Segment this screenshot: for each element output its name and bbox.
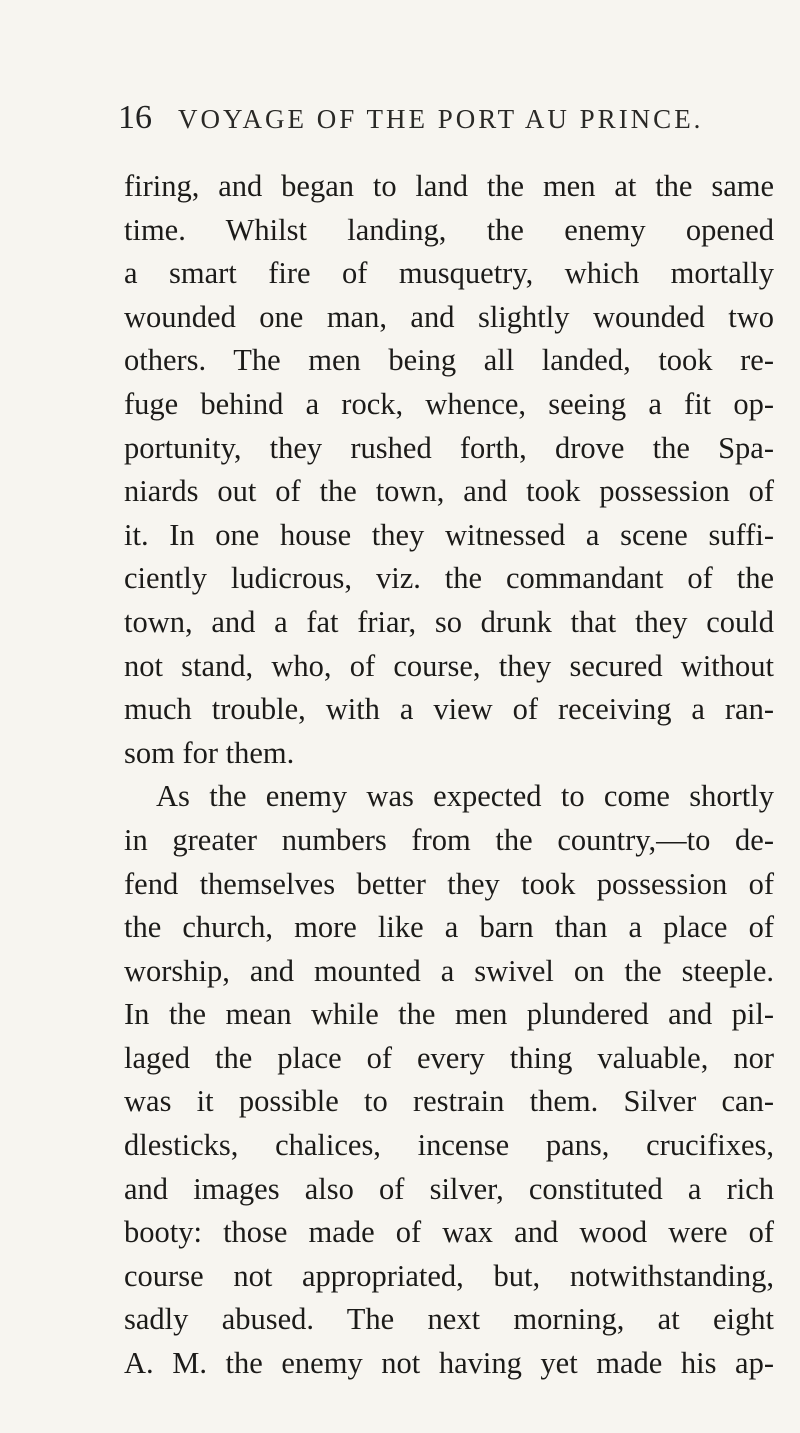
text-line: town, and a fat friar, so drunk that they could — [124, 604, 774, 639]
text-line: the church, more like a barn than a place of — [124, 910, 774, 945]
text-line: niards out of the town, and took possession of — [124, 474, 774, 509]
text-line: much trouble, with a view of receiving a ran- — [124, 692, 774, 727]
text-line: sadly abused. The next morning, at eight — [124, 1302, 774, 1337]
text-line: booty: those made of wax and wood were of — [124, 1215, 774, 1250]
text-line: fend themselves better they took possession of — [124, 866, 774, 901]
text-line: portunity, they rushed forth, drove the Spa- — [124, 430, 774, 465]
text-line: in greater numbers from the country,—to de- — [124, 822, 774, 857]
text-line: worship, and mounted a swivel on the steeple. — [124, 953, 774, 988]
text-line: a smart fire of musquetry, which mortally — [124, 256, 774, 291]
text-line: course not appropriated, but, notwithstanding, — [124, 1258, 774, 1293]
text-line: wounded one man, and slightly wounded two — [124, 299, 774, 334]
running-title: VOYAGE OF THE PORT AU PRINCE. — [178, 104, 704, 134]
text-line: firing, and began to land the men at the same — [124, 169, 774, 203]
text-line: fuge behind a rock, whence, seeing a fit op- — [124, 386, 774, 421]
text-line: it. In one house they witnessed a scene suffi- — [124, 517, 774, 552]
text-line: In the mean while the men plundered and pil- — [124, 997, 774, 1032]
running-head — [118, 96, 718, 140]
text-line: dlesticks, chalices, incense pans, crucifixes, — [124, 1128, 774, 1163]
text-line: and images also of silver, constituted a rich — [124, 1171, 774, 1206]
text-line: not stand, who, of course, they secured without — [124, 648, 774, 683]
text-line: As the enemy was expected to come shortly — [156, 779, 774, 814]
text-line: was it possible to restrain them. Silver can- — [124, 1084, 774, 1119]
text-line: ciently ludicrous, viz. the commandant of the — [124, 561, 774, 596]
paragraph-1 — [124, 165, 774, 775]
body-text — [124, 165, 774, 1386]
page-number: 16 — [118, 99, 152, 136]
text-line: time. Whilst landing, the enemy opened — [124, 212, 774, 247]
text-line: A. M. the enemy not having yet made his ap- — [124, 1346, 774, 1381]
text-line: others. The men being all landed, took re- — [124, 343, 774, 378]
text-line: laged the place of every thing valuable, nor — [124, 1040, 774, 1075]
text-line: som for them. — [124, 735, 295, 770]
paragraph-2 — [124, 775, 774, 1385]
